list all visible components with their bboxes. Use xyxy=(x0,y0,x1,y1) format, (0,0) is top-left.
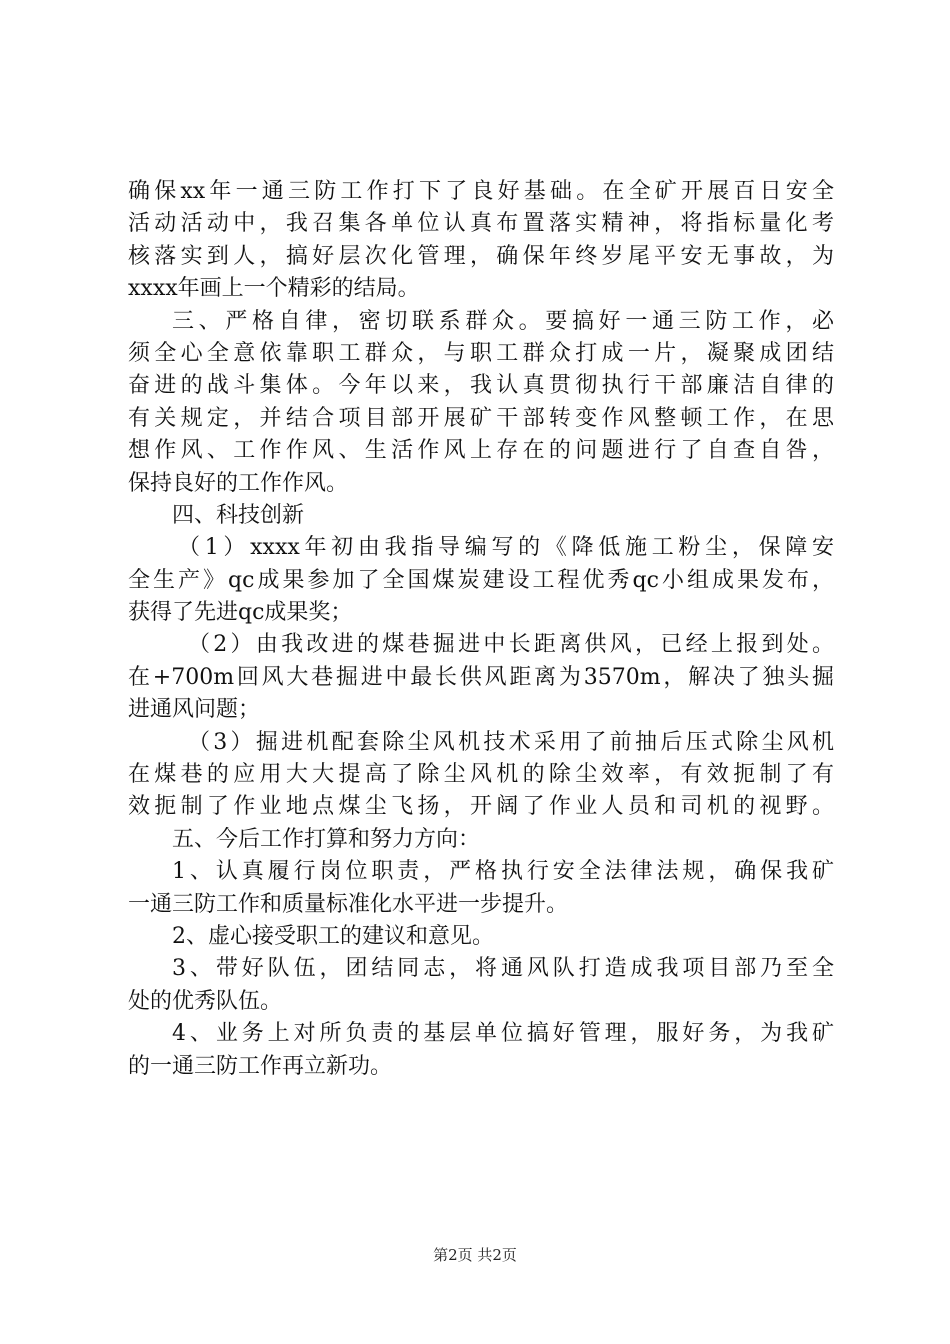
list-item-line: 效扼制了作业地点煤尘飞扬，开阔了作业人员和司机的视野。 xyxy=(128,794,834,820)
paragraph-line: 保持良好的工作作风。 xyxy=(128,470,349,496)
list-item-line: 在煤巷的应用大大提高了除尘风机的除尘效率，有效扼制了有 xyxy=(128,762,834,788)
paragraph-line: 想作风、工作作风、生活作风上存在的问题进行了自查自咎， xyxy=(128,438,834,464)
list-item-line: 获得了先进qc成果奖； xyxy=(128,600,353,626)
list-item-line: （3）掘进机配套除尘风机技术采用了前抽后压式除尘风机 xyxy=(188,729,834,755)
paragraph-line: 奋进的战斗集体。今年以来，我认真贯彻执行干部廉洁自律的 xyxy=(128,373,834,399)
list-item-line: （2）由我改进的煤巷掘进中长距离供风，已经上报到处。 xyxy=(188,632,834,658)
section-heading-line: 五、今后工作打算和努力方向： xyxy=(172,826,481,852)
section-heading-line: 三、严格自律，密切联系群众。要搞好一通三防工作，必 xyxy=(172,308,834,334)
paragraph-line: 核落实到人，搞好层次化管理，确保年终岁尾平安无事故，为 xyxy=(128,243,834,269)
list-item-line: 的一通三防工作再立新功。 xyxy=(128,1053,393,1079)
paragraph-line: 活动活动中，我召集各单位认真布置落实精神，将指标量化考 xyxy=(128,211,834,237)
list-item-line: （1）xxxx年初由我指导编写的《降低施工粉尘，保障安 xyxy=(178,535,834,561)
list-item-line: 处的优秀队伍。 xyxy=(128,988,283,1014)
list-item-line: 一通三防工作和质量标准化水平进一步提升。 xyxy=(128,891,569,917)
list-item-line: 3、带好队伍，团结同志，将通风队打造成我项目部乃至全 xyxy=(172,956,834,982)
list-item-line: 在+700m回风大巷掘进中最长供风距离为3570m，解决了独头掘 xyxy=(128,664,834,690)
list-item-line: 全生产》qc成果参加了全国煤炭建设工程优秀qc小组成果发布， xyxy=(128,567,834,593)
paragraph-line: xxxx年画上一个精彩的结局。 xyxy=(128,276,420,302)
list-item-line: 2、虚心接受职工的建议和意见。 xyxy=(172,923,494,949)
paragraph-line: 须全心全意依靠职工群众，与职工群众打成一片，凝聚成团结 xyxy=(128,340,834,366)
list-item-line: 4、业务上对所负责的基层单位搞好管理，服好务，为我矿 xyxy=(172,1021,834,1047)
page-number-footer: 第2页 共2页 xyxy=(433,1246,517,1264)
paragraph-line: 有关规定，并结合项目部开展矿干部转变作风整顿工作，在思 xyxy=(128,405,834,431)
document-body xyxy=(128,176,834,1083)
section-heading-line: 四、科技创新 xyxy=(172,502,305,528)
list-item-line: 1、认真履行岗位职责，严格执行安全法律法规，确保我矿 xyxy=(172,859,834,885)
list-item-line: 进通风问题； xyxy=(128,697,261,723)
paragraph-line: 确保xx年一通三防工作打下了良好基础。在全矿开展百日安全 xyxy=(128,179,834,204)
